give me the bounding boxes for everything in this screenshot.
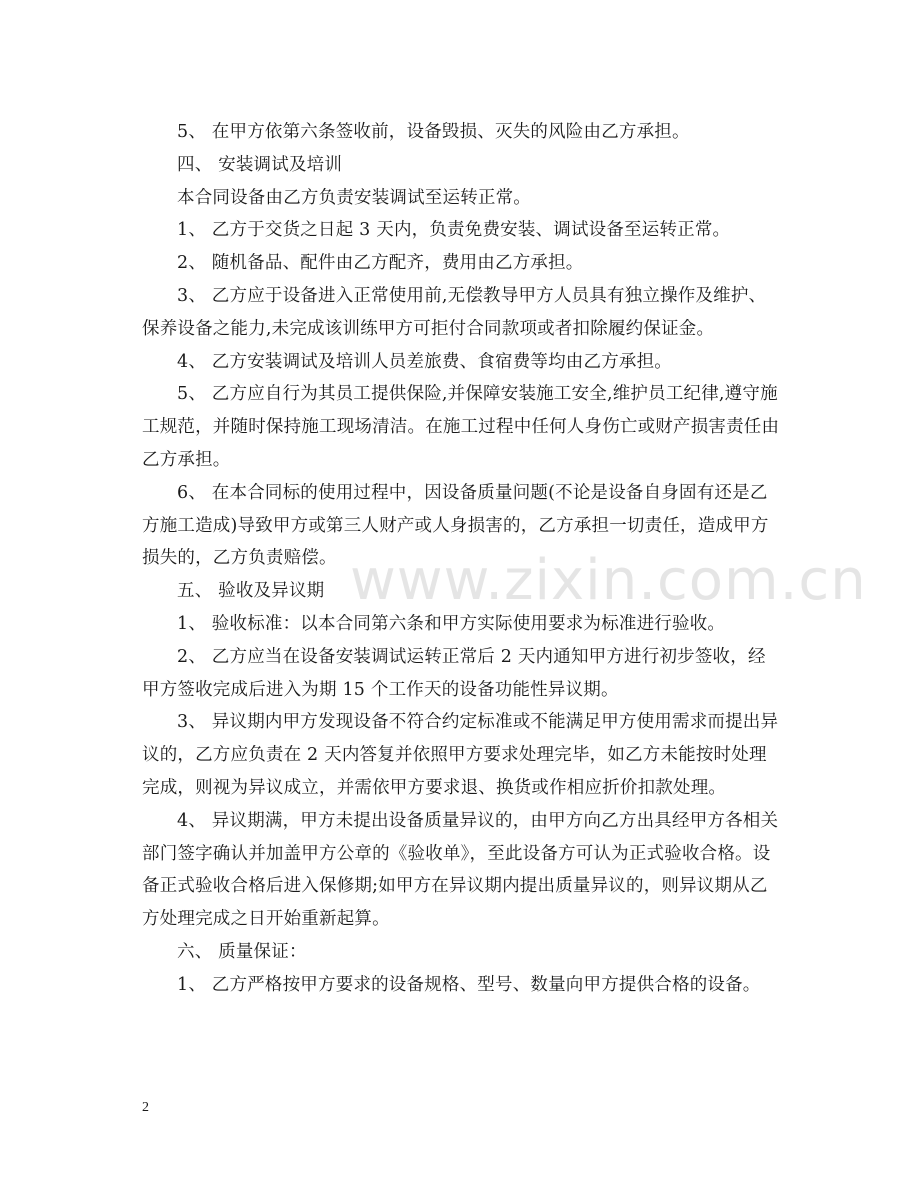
paragraph: 2、 随机备品、配件由乙方配齐，费用由乙方承担。 [177, 253, 584, 274]
paragraph: 4、 乙方安装调试及培训人员差旅费、食宿费等均由乙方承担。 [177, 351, 672, 372]
paragraph: 1、 验收标准：以本合同第六条和甲方实际使用要求为标准进行验收。 [177, 613, 726, 634]
section-heading: 四、 安装调试及培训 [177, 154, 343, 175]
paragraph: 6、 在本合同标的使用过程中，因设备质量问题(不论是设备自身固有还是乙方施工造成)导致甲方或第三人财产或人身损害的，乙方承担一切责任，造成甲方损失的，乙方负责赔偿。 [142, 482, 769, 569]
paragraph: 5、 在甲方依第六条签收前，设备毁损、灭失的风险由乙方承担。 [177, 122, 690, 142]
watermark: www.zixin.com.cn [350, 548, 867, 613]
page-number: 2 [142, 1100, 149, 1115]
paragraph: 3、 乙方应于设备进入正常使用前,无偿教导甲方人员具有独立操作及维护、保养设备之能力,未完成该训练甲方可拒付合同款项或者扣除履约保证金。 [142, 285, 767, 339]
paragraph: 3、 异议期内甲方发现设备不符合约定标准或不能满足甲方使用需求而提出异议的，乙方应负责在 2 天内答复并依照甲方要求处理完毕，如乙方未能按时处理完成，则视为异议成立，并需依甲方要求退、换货或作相应折价扣款处理。 [142, 712, 779, 798]
section-heading: 六、 质量保证： [177, 941, 307, 962]
section-heading: 五、 验收及异议期 [177, 581, 325, 602]
paragraph: 1、 乙方严格按甲方要求的设备规格、型号、数量向甲方提供合格的设备。 [177, 974, 761, 995]
paragraph: 2、 乙方应当在设备安装调试运转正常后 2 天内通知甲方进行初步签收，经甲方签收完成后进入为期 15 个工作天的设备功能性异议期。 [142, 646, 766, 700]
paragraph: 1、 乙方于交货之日起 3 天内，负责免费安装、调试设备至运转正常。 [177, 220, 731, 241]
paragraph: 5、 乙方应自行为其员工提供保险,并保障安装施工安全,维护员工纪律,遵守施工规范，并随时保持施工现场清洁。在施工过程中任何人身伤亡或财产损害责任由乙方承担。 [142, 384, 780, 470]
paragraph: 本合同设备由乙方负责安装调试至运转正常。 [177, 187, 531, 208]
paragraph: 4、 异议期满，甲方未提出设备质量异议的，由甲方向乙方出具经甲方各相关部门签字确认并加盖甲方公章的《验收单》，至此设备方可认为正式验收合格。设备正式验收合格后进入保修期;如甲方在异议期内提出质量异议的，则异议期从乙方处理完成之日开始重新起算。 [142, 810, 779, 930]
document-body [142, 116, 782, 1002]
